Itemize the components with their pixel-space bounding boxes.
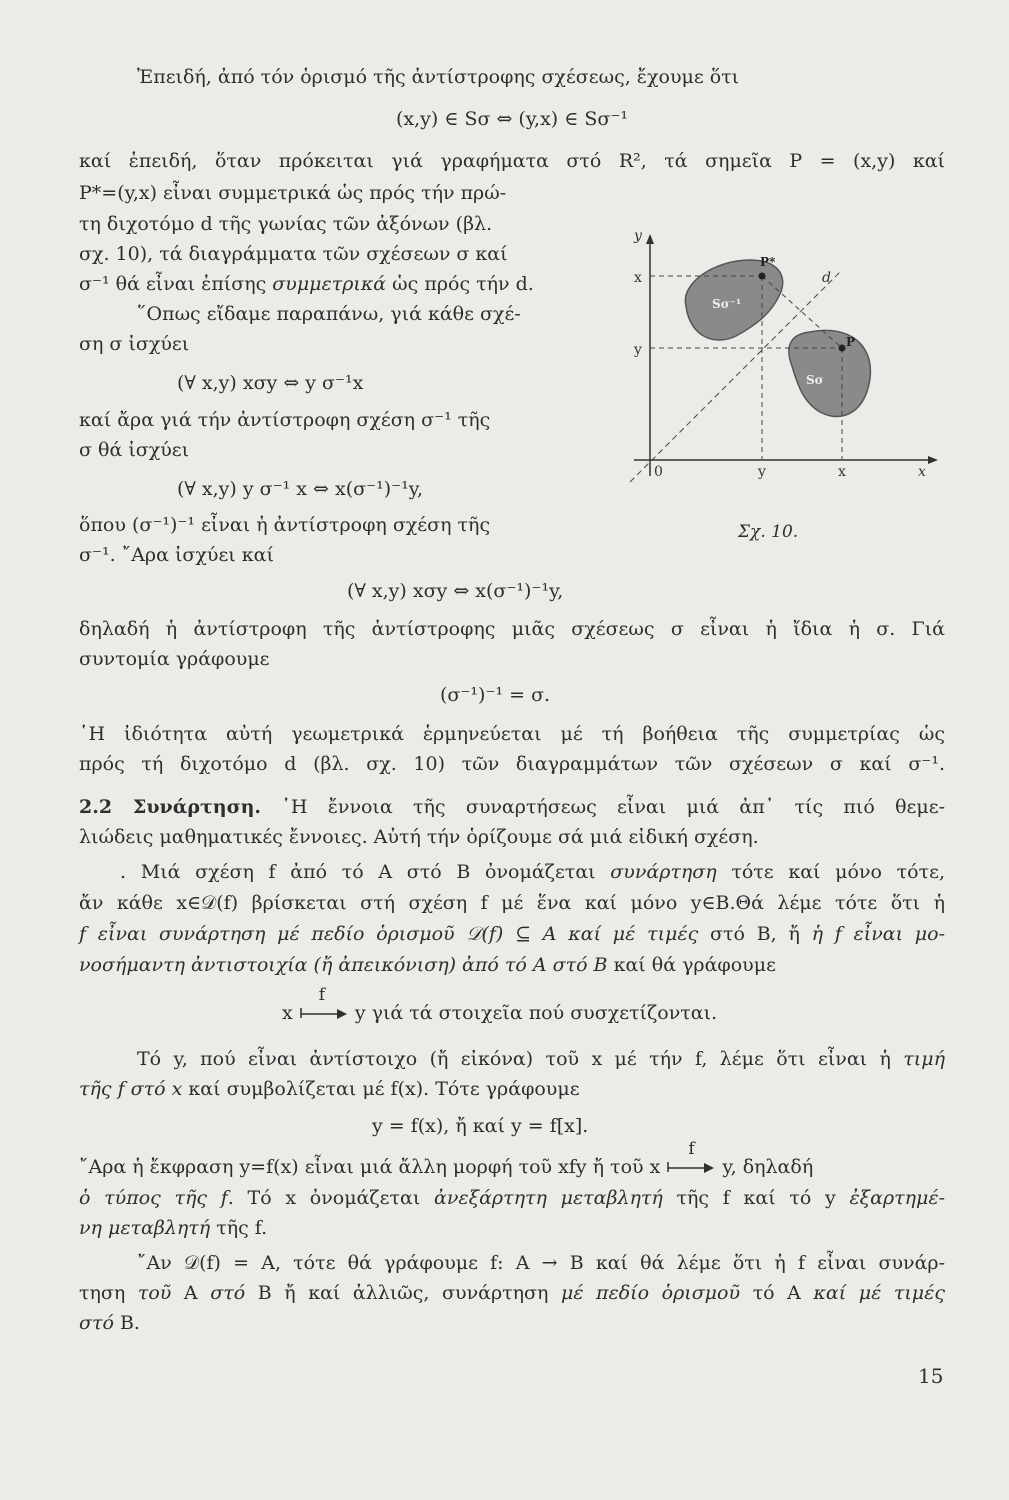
italic-term: συμμετρικά — [272, 273, 387, 295]
text-line: σχ. 10), τά διαγράμματα τῶν σχέσεων σ καί — [79, 243, 508, 265]
text-line: P*=(y,x) εἶναι συμμετρικά ὡς πρός τήν πρώ- — [79, 182, 507, 204]
text-line: σ⁻¹. ῎Αρα ἰσχύει καί — [79, 544, 274, 566]
italic-term: ἐξαρτημέ- — [849, 1187, 945, 1209]
text-line: συντομία γράφουμε — [79, 648, 270, 670]
text-span: B. — [113, 1312, 140, 1334]
italic-term: στό — [79, 1312, 114, 1334]
text-line: ῾Η ἰδιότητα αὐτή γεωμετρικά ἑρμηνεύεται μέ τή βοήθεια τῆς συμμετρίας ὡς — [79, 723, 945, 745]
text-line — [79, 1215, 267, 1241]
text-span: τῆς f καί τό y — [662, 1187, 850, 1209]
section-line — [79, 794, 945, 820]
text-line: πρός τή διχοτόμο d (βλ. σχ. 10) τῶν διαγραμμάτων τῶν σχέσεων σ καί σ⁻¹. — [79, 753, 945, 775]
italic-term: ἀνεξάρτητη μεταβλητή — [434, 1187, 663, 1209]
label-d: d — [822, 270, 831, 286]
italic-term: καί μέ τιμές — [813, 1282, 945, 1304]
text-line: τη διχοτόμο d τῆς γωνίας τῶν ἀξόνων (βλ. — [79, 213, 493, 235]
italic-term: ἡ f εἶναι μο- — [811, 923, 945, 945]
text-span: καί θά γράφουμε — [607, 954, 776, 976]
text-line: σ θά ἰσχύει — [79, 439, 190, 461]
text-span: A — [171, 1282, 211, 1304]
map-f-label: f — [688, 1139, 695, 1159]
italic-term: στό — [210, 1282, 246, 1304]
label-x-bottom: x — [838, 464, 846, 480]
formula: (∀ x,y) y σ⁻¹ x ⇔ x(σ⁻¹)⁻¹y, — [177, 478, 424, 500]
italic-term: νοσήμαντη ἀντιστοιχία (ἤ ἀπεικόνιση) ἀπό τό A στό B — [79, 954, 608, 976]
text-line — [137, 1046, 945, 1072]
figure-10-diagram — [620, 228, 940, 493]
label-s: Sσ — [806, 373, 824, 387]
italic-term: ὁ τύπος τῆς f — [79, 1187, 228, 1209]
text-span: y, δηλαδή — [722, 1156, 814, 1178]
maps-to-arrow — [666, 1139, 716, 1178]
text-line: ῞Οπως εἴδαμε παραπάνω, γιά κάθε σχέ- — [137, 303, 521, 325]
text-span: τῆς f. — [210, 1217, 268, 1239]
text-line — [79, 1076, 580, 1102]
italic-term: τοῦ — [137, 1282, 172, 1304]
text-line: καί ἐπειδή, ὅταν πρόκειται γιά γραφήματα στό R², τά σημεῖα P = (x,y) καί — [79, 150, 945, 172]
text-line: δηλαδή ἡ ἀντίστροφη τῆς ἀντίστροφης μιᾶς σχέσεως σ εἶναι ἡ ἴδια ἡ σ. Γιά — [79, 618, 945, 640]
text-span: ῾Η ἔννοια τῆς συναρτήσεως εἶναι μιά ἀπ᾿ τίς πιό θεμε- — [261, 796, 946, 818]
formula: (σ⁻¹)⁻¹ = σ. — [440, 684, 551, 706]
italic-term: συνάρτηση — [610, 861, 717, 883]
label-y-bottom: y — [758, 464, 766, 480]
text-line — [79, 1185, 945, 1211]
formula: (∀ x,y) xσy ⇔ x(σ⁻¹)⁻¹y, — [347, 580, 564, 602]
definition-line — [79, 952, 776, 978]
text-span: ὡς πρός τήν d. — [386, 273, 534, 295]
text-span: στό B, ἤ — [698, 923, 812, 945]
label-p: P — [846, 335, 856, 349]
text-line — [79, 1310, 140, 1336]
definition-line — [79, 921, 945, 947]
point-p — [839, 345, 846, 352]
map-f-label: f — [318, 985, 326, 1005]
italic-term: τῆς f στό x — [79, 1078, 183, 1100]
page-number: 15 — [918, 1364, 944, 1388]
text-line: ση σ ἰσχύει — [79, 333, 190, 355]
label-y-axis: y — [634, 228, 642, 244]
label-x-left: x — [634, 270, 642, 286]
label-p-star: P* — [760, 255, 776, 269]
formula: (∀ x,y) xσy ⇔ y σ⁻¹x — [177, 372, 364, 394]
mapping-line — [282, 985, 718, 1026]
text-line — [79, 1280, 945, 1306]
text-span: τηση — [79, 1282, 138, 1304]
text-line: ὅπου (σ⁻¹)⁻¹ εἶναι ἡ ἀντίστροφη σχέση τῆς — [79, 514, 491, 536]
formula: y = f(x), ἤ καί y = f[x]. — [372, 1115, 589, 1137]
text-line: Ἐπειδή, ἀπό τόν ὁρισμό τῆς ἀντίστροφης σχέσεως, ἔχουμε ὅτι — [137, 66, 740, 88]
maps-to-arrow — [299, 985, 349, 1024]
point-p-star — [759, 273, 766, 280]
italic-term: f εἶναι συνάρτηση μέ πεδίο ὁρισμοῦ 𝒟(f) ⊆ A καί μέ τιμές — [79, 923, 699, 945]
text-span: B ἤ καί ἀλλιῶς, συνάρτηση — [245, 1282, 561, 1304]
x-axis-arrow-icon — [928, 456, 938, 464]
map-rest: y γιά τά στοιχεῖα πού συσχετίζονται. — [354, 1002, 718, 1024]
italic-term: τιμή — [903, 1048, 945, 1070]
text-span: σ⁻¹ θά εἶναι ἐπίσης — [79, 273, 273, 295]
text-span: . Τό x ὀνομάζεται — [227, 1187, 435, 1209]
label-y-left: y — [634, 342, 642, 358]
definition-line: ἄν κάθε x∈𝒟(f) βρίσκεται στή σχέση f μέ ἕνα καί μόνο y∈B.Θά λέμε τότε ὅτι ἡ — [79, 892, 945, 914]
text-line — [79, 1139, 945, 1180]
region-s — [789, 330, 871, 416]
formula: (x,y) ∈ Sσ ⇔ (y,x) ∈ Sσ⁻¹ — [395, 108, 628, 130]
italic-term: νη μεταβλητή — [79, 1217, 211, 1239]
italic-term: μέ πεδίο ὁρισμοῦ — [560, 1282, 741, 1304]
text-span: ῎Αρα ἡ ἔκφραση y=f(x) εἶναι μιά ἄλλη μορφή τοῦ xfy ἤ τοῦ x — [79, 1156, 661, 1178]
text-line: ῎Αν 𝒟(f) = A, τότε θά γράφουμε f: A → B καί θά λέμε ὅτι ἡ f εἶναι συνάρ- — [137, 1252, 945, 1274]
definition-line — [120, 859, 945, 885]
text-span: Τό y, πού εἶναι ἀντίστοιχο (ἤ εἰκόνα) τοῦ x μέ τήν f, λέμε ὅτι εἶναι ἡ — [137, 1048, 904, 1070]
label-origin: 0 — [654, 464, 663, 480]
text-span: τό A — [740, 1282, 814, 1304]
label-s-inverse: Sσ⁻¹ — [712, 297, 742, 311]
text-line: καί ἄρα γιά τήν ἀντίστροφη σχέση σ⁻¹ τῆς — [79, 409, 491, 431]
map-x: x — [282, 1002, 293, 1024]
text-span: . Μιά σχέση f ἀπό τό A στό B ὀνομάζεται — [120, 861, 611, 883]
label-x-axis: x — [918, 464, 926, 480]
text-line — [79, 271, 584, 297]
text-span: τότε καί μόνο τότε, — [716, 861, 945, 883]
text-span: καί συμβολίζεται μέ f(x). Τότε γράφουμε — [182, 1078, 580, 1100]
text-line: λιώδεις μαθηματικές ἔννοιες. Αὐτή τήν ὁρίζουμε σά μιά εἰδική σχέση. — [79, 826, 759, 848]
y-axis-arrow-icon — [646, 234, 654, 244]
figure-caption: Σχ. 10. — [738, 522, 799, 542]
section-heading: 2.2 Συνάρτηση. — [79, 796, 262, 818]
